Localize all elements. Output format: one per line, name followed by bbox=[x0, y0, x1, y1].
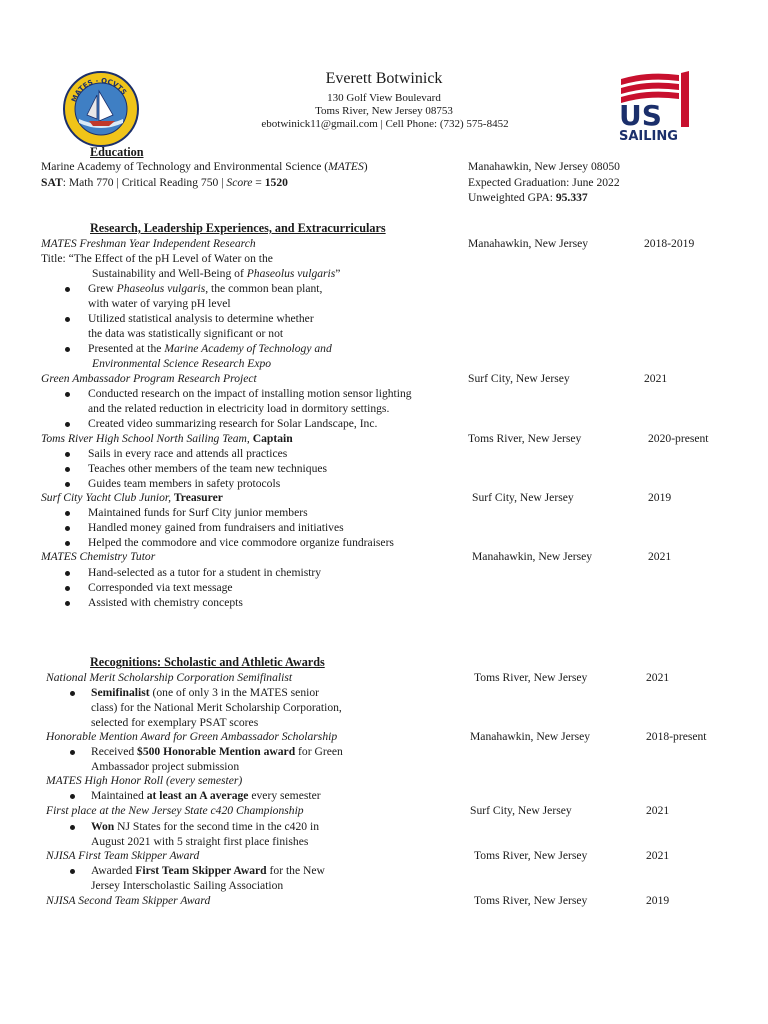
bullet-icon bbox=[65, 422, 70, 427]
award-4-bullet-1: Won NJ States for the second time in the c420 in bbox=[91, 820, 319, 833]
entry-1-bullet-2-cont: the data was statistically significant or not bbox=[88, 327, 284, 340]
entry-4-date: 2019 bbox=[648, 491, 672, 504]
bullet-icon bbox=[70, 750, 75, 755]
bullet-icon bbox=[65, 317, 70, 322]
award-2-title: Honorable Mention Award for Green Ambassador Scholarship bbox=[46, 730, 338, 743]
entry-4-bullet-1: Maintained funds for Surf City junior members bbox=[88, 506, 308, 519]
sat-scores: SAT: Math 770 | Critical Reading 750 | Score = 1520 bbox=[41, 176, 288, 189]
bullet-icon bbox=[70, 869, 75, 874]
entry-5-bullet-3: Assisted with chemistry concepts bbox=[88, 596, 243, 609]
award-4-location: Surf City, New Jersey bbox=[470, 804, 572, 817]
entry-3-bullet-1: Sails in every race and attends all practices bbox=[88, 447, 288, 460]
award-1-location: Toms River, New Jersey bbox=[474, 671, 588, 684]
bullet-icon bbox=[65, 571, 70, 576]
entry-4-bullet-2: Handled money gained from fundraisers and initiatives bbox=[88, 521, 344, 534]
bullet-icon bbox=[65, 347, 70, 352]
award-5-date: 2021 bbox=[646, 849, 670, 862]
bullet-icon bbox=[65, 482, 70, 487]
entry-2-title: Green Ambassador Program Research Project bbox=[41, 372, 257, 385]
us-sailing-logo bbox=[617, 69, 693, 143]
award-1-title: National Merit Scholarship Corporation Semifinalist bbox=[46, 671, 293, 684]
entry-1-date: 2018-2019 bbox=[644, 237, 695, 250]
bullet-icon bbox=[65, 541, 70, 546]
award-2-date: 2018-present bbox=[646, 730, 707, 743]
award-5-bullet-1-cont: Jersey Interscholastic Sailing Association bbox=[91, 879, 284, 892]
award-5-title: NJISA First Team Skipper Award bbox=[46, 849, 200, 862]
entry-2-bullet-2: Created video summarizing research for Solar Landscape, Inc. bbox=[88, 417, 378, 430]
address-line-1: 130 Golf View Boulevard bbox=[327, 92, 441, 104]
entry-5-date: 2021 bbox=[648, 550, 672, 563]
award-1-bullet-1: Semifinalist (one of only 3 in the MATES senior bbox=[91, 686, 320, 699]
entry-4-bullet-3: Helped the commodore and vice commodore organize fundraisers bbox=[88, 536, 394, 549]
entry-3-location: Toms River, New Jersey bbox=[468, 432, 582, 445]
entry-2-bullet-1: Conducted research on the impact of installing motion sensor lighting bbox=[88, 387, 412, 400]
award-4-date: 2021 bbox=[646, 804, 670, 817]
school-name: Marine Academy of Technology and Environmental Science (MATES) bbox=[41, 160, 368, 173]
logo-right-sailing: SAILING bbox=[619, 129, 678, 143]
award-5-location: Toms River, New Jersey bbox=[474, 849, 588, 862]
entry-2-date: 2021 bbox=[644, 372, 668, 385]
entry-4-location: Surf City, New Jersey bbox=[472, 491, 574, 504]
award-2-bullet-1-cont: Ambassador project submission bbox=[91, 760, 240, 773]
bullet-icon bbox=[65, 526, 70, 531]
logo-left-text: MATES · OCVTS bbox=[70, 76, 129, 104]
entry-1-bullet-2: Utilized statistical analysis to determine whether bbox=[88, 312, 314, 325]
entry-2-bullet-1-cont: and the related reduction in electricity load in dormitory settings. bbox=[88, 402, 390, 415]
awards-heading: Recognitions: Scholastic and Athletic Awards bbox=[90, 655, 325, 669]
award-5-bullet-1: Awarded First Team Skipper Award for the New bbox=[91, 864, 325, 877]
entry-5-bullet-2: Corresponded via text message bbox=[88, 581, 233, 594]
contact-line: ebotwinick11@gmail.com | Cell Phone: (732) 575-8452 bbox=[261, 118, 509, 130]
mates-ocvts-logo bbox=[63, 71, 139, 147]
entry-1-bullet-3: Presented at the Marine Academy of Technology and bbox=[88, 342, 332, 355]
award-6-location: Toms River, New Jersey bbox=[474, 894, 588, 907]
entry-3-bullet-3: Guides team members in safety protocols bbox=[88, 477, 281, 490]
address-line-2: Toms River, New Jersey 08753 bbox=[315, 105, 453, 117]
entry-5-title: MATES Chemistry Tutor bbox=[41, 550, 156, 563]
bullet-icon bbox=[65, 601, 70, 606]
entry-3-title: Toms River High School North Sailing Team, Captain bbox=[41, 432, 293, 445]
bullet-icon bbox=[65, 452, 70, 457]
entry-3-date: 2020-present bbox=[648, 432, 709, 445]
school-location: Manahawkin, New Jersey 08050 bbox=[468, 160, 620, 173]
entry-1-line-2: Sustainability and Well-Being of Phaseolus vulgaris” bbox=[92, 267, 341, 280]
bullet-icon bbox=[65, 392, 70, 397]
entry-1-bullet-1: Grew Phaseolus vulgaris, the common bean plant, bbox=[88, 282, 323, 295]
bullet-icon bbox=[70, 794, 75, 799]
entry-1-location: Manahawkin, New Jersey bbox=[468, 237, 589, 250]
entry-1-bullet-3-cont: Environmental Science Research Expo bbox=[92, 357, 272, 370]
education-heading: Education bbox=[90, 145, 144, 159]
award-1-bullet-1-cont: class) for the National Merit Scholarship Corporation, bbox=[91, 701, 342, 714]
bullet-icon bbox=[70, 691, 75, 696]
logo-right-us: US bbox=[619, 99, 662, 132]
bullet-icon bbox=[65, 467, 70, 472]
graduation-date: Expected Graduation: June 2022 bbox=[468, 176, 620, 189]
award-3-title: MATES High Honor Roll (every semester) bbox=[46, 774, 243, 787]
entry-4-title: Surf City Yacht Club Junior, Treasurer bbox=[41, 491, 223, 504]
entry-5-location: Manahawkin, New Jersey bbox=[472, 550, 593, 563]
entry-3-bullet-2: Teaches other members of the team new techniques bbox=[88, 462, 328, 475]
award-2-bullet-1: Received $500 Honorable Mention award for Green bbox=[91, 745, 343, 758]
award-3-bullet-1: Maintained at least an A average every semester bbox=[91, 789, 321, 802]
entry-1-line-1: Title: “The Effect of the pH Level of Water on the bbox=[41, 252, 273, 265]
entry-1-title: MATES Freshman Year Independent Research bbox=[41, 237, 256, 250]
bullet-icon bbox=[65, 511, 70, 516]
award-1-bullet-1-cont-2: selected for exemplary PSAT scores bbox=[91, 716, 259, 729]
award-4-title: First place at the New Jersey State c420 Championship bbox=[46, 804, 304, 817]
bullet-icon bbox=[65, 287, 70, 292]
entry-2-location: Surf City, New Jersey bbox=[468, 372, 570, 385]
entry-5-bullet-1: Hand-selected as a tutor for a student in chemistry bbox=[88, 566, 322, 579]
gpa: Unweighted GPA: 95.337 bbox=[468, 191, 588, 204]
award-2-location: Manahawkin, New Jersey bbox=[470, 730, 591, 743]
award-1-date: 2021 bbox=[646, 671, 670, 684]
candidate-name: Everett Botwinick bbox=[325, 70, 443, 87]
bullet-icon bbox=[65, 586, 70, 591]
award-6-date: 2019 bbox=[646, 894, 670, 907]
award-6-title: NJISA Second Team Skipper Award bbox=[46, 894, 211, 907]
research-heading: Research, Leadership Experiences, and Extracurriculars bbox=[90, 221, 386, 235]
award-4-bullet-1-cont: August 2021 with 5 straight first place finishes bbox=[91, 835, 309, 848]
entry-1-bullet-1-cont: with water of varying pH level bbox=[88, 297, 231, 310]
bullet-icon bbox=[70, 825, 75, 830]
